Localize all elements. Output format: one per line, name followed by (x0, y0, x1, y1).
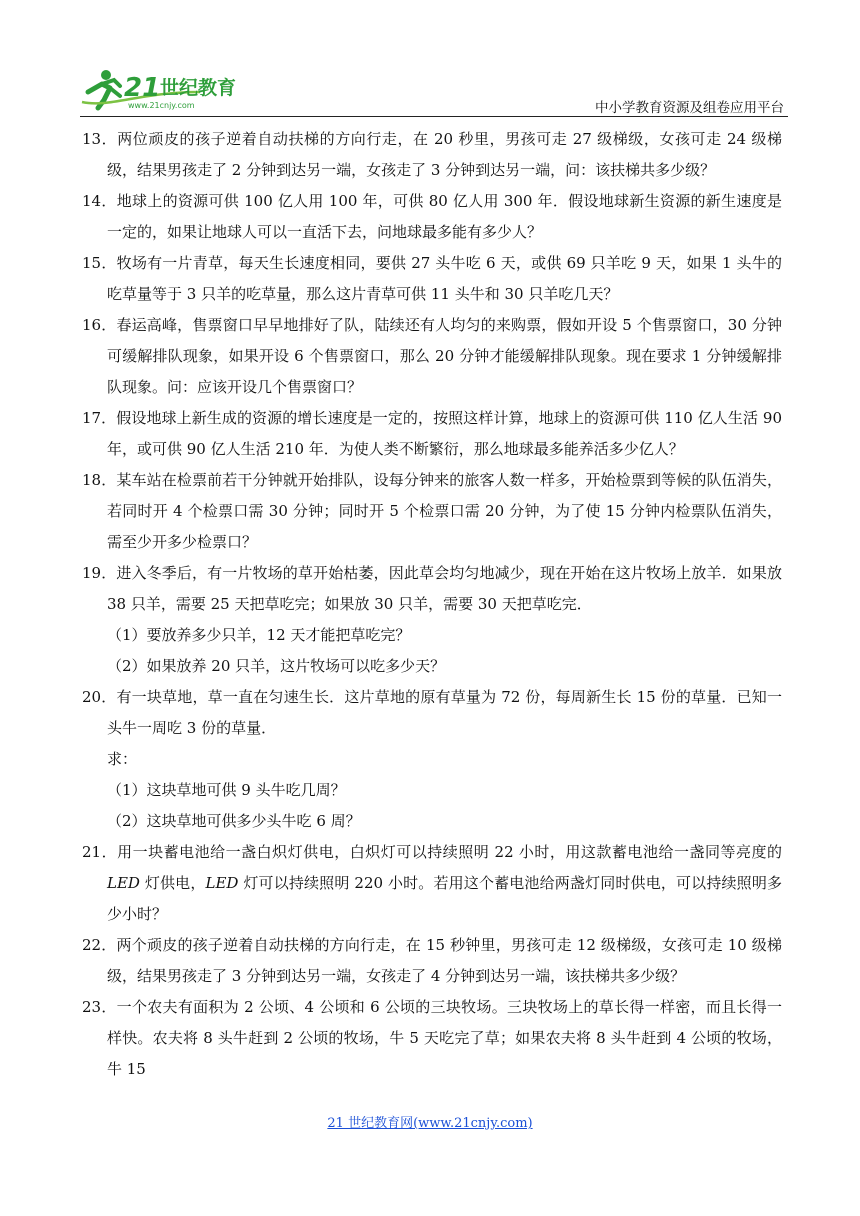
question-number: 21． (82, 843, 118, 861)
question-16 (82, 310, 782, 403)
footer-link[interactable]: 21 世纪教育网(www.21cnjy.com) (327, 1116, 533, 1131)
logo (80, 62, 280, 112)
page-footer (0, 1112, 860, 1131)
question-14 (82, 186, 782, 248)
sub-question: 求： (107, 750, 138, 768)
question-text: 有一块草地，草一直在匀速生长．这片草地的原有草量为 72 份，每周新生长 15 份的草量．已知一头牛一周吃 3 份的草量． (107, 688, 782, 737)
question-text: 地球上的资源可供 100 亿人用 100 年，可供 80 亿人用 300 年．假设地球新生资源的新生速度是一定的，如果让地球人可以一直活下去，问地球最多能有多少人？ (107, 192, 782, 241)
question-number: 17． (82, 409, 117, 427)
question-text: 灯可以持续照明 220 小时。若用这个蓄电池给两盏灯同时供电，可以持续照明多少小时？ (107, 874, 782, 923)
question-number: 23． (82, 998, 117, 1016)
question-text: 牧场有一片青草，每天生长速度相同，要供 27 头牛吃 6 天，或供 69 只羊吃 9 天，如果 1 头牛的吃草量等于 3 只羊的吃草量，那么这片青草可供 11 头牛和 30 只羊吃几天？ (107, 254, 782, 303)
question-text: 一个农夫有面积为 2 公顷、4 公顷和 6 公顷的三块牧场。三块牧场上的草长得一样密，而且长得一样快。农夫将 8 头牛赶到 2 公顷的牧场，牛 5 天吃完了草；如果农夫将 8 头牛赶到 4 公顷的牧场，牛 15 (107, 998, 782, 1078)
question-number: 22． (82, 936, 117, 954)
question-number: 13． (82, 130, 118, 148)
question-number: 15． (82, 254, 117, 272)
question-number: 18． (82, 471, 117, 489)
question-number: 16． (82, 316, 117, 334)
question-list (82, 124, 782, 1085)
question-22 (82, 930, 782, 992)
question-text: 春运高峰，售票窗口早早地排好了队，陆续还有人均匀的来购票，假如开设 5 个售票窗口，30 分钟可缓解排队现象，如果开设 6 个售票窗口，那么 20 分钟才能缓解排队现象。现在要求 1 分钟缓解排队现象。问：应该开设几个售票窗口？ (107, 316, 782, 396)
question-number: 20． (82, 688, 117, 706)
question-23 (82, 992, 782, 1085)
sub-question: （2）这块草地可供多少头牛吃 6 周？ (107, 812, 361, 830)
question-text: 假设地球上新生成的资源的增长速度是一定的，按照这样计算，地球上的资源可供 110 亿人生活 90 年，或可供 90 亿人生活 210 年．为使人类不断繁衍，那么地球最多能养活多少亿人？ (107, 409, 782, 458)
question-text: 两个顽皮的孩子逆着自动扶梯的方向行走，在 15 秒钟里，男孩可走 12 级梯级，女孩可走 10 级梯级，结果男孩走了 3 分钟到达另一端，女孩走了 4 分钟到达另一端，该扶梯共多少级？ (107, 936, 783, 985)
sub-question: （1）这块草地可供 9 头牛吃几周？ (107, 781, 346, 799)
sub-question: （1）要放养多少只羊，12 天才能把草吃完？ (107, 626, 411, 644)
question-text: 灯供电， (139, 874, 206, 892)
question-21 (82, 837, 782, 930)
question-number: 19． (82, 564, 117, 582)
question-13 (82, 124, 782, 186)
header-divider (80, 116, 788, 117)
question-15 (82, 248, 782, 310)
question-number: 14． (82, 192, 117, 210)
question-text: 进入冬季后，有一片牧场的草开始枯萎，因此草会均匀地减少，现在开始在这片牧场上放羊．如果放 38 只羊，需要 25 天把草吃完；如果放 30 只羊，需要 30 天把草吃完． (107, 564, 782, 613)
sub-question: （2）如果放养 20 只羊，这片牧场可以吃多少天？ (107, 657, 446, 675)
question-18 (82, 465, 782, 558)
question-text: 两位顽皮的孩子逆着自动扶梯的方向行走，在 20 秒里，男孩可走 27 级梯级，女孩可走 24 级梯级，结果男孩走了 2 分钟到达另一端，女孩走了 3 分钟到达另一端，问：该扶梯共多少级？ (107, 130, 783, 179)
svg-text:21: 21 (124, 73, 161, 103)
platform-title: 中小学教育资源及组卷应用平台 (595, 100, 784, 116)
led-term: LED (107, 874, 140, 892)
question-19 (82, 558, 782, 620)
svg-text:世纪教育: 世纪教育 (160, 77, 237, 99)
runner-logo-icon (80, 62, 280, 112)
question-text: 用一块蓄电池给一盏白炽灯供电，白炽灯可以持续照明 22 小时，用这款蓄电池给一盏同等亮度的 (117, 843, 782, 861)
led-term: LED (205, 874, 239, 892)
question-text: 某车站在检票前若干分钟就开始排队，设每分钟来的旅客人数一样多，开始检票到等候的队伍消失，若同时开 4 个检票口需 30 分钟；同时开 5 个检票口需 20 分钟，为了使 15 分钟内检票队伍消失，需至少开多少检票口？ (107, 471, 782, 551)
svg-text:www.21cnjy.com: www.21cnjy.com (128, 101, 195, 110)
page-header (80, 62, 788, 118)
question-20 (82, 682, 782, 744)
question-17 (82, 403, 782, 465)
